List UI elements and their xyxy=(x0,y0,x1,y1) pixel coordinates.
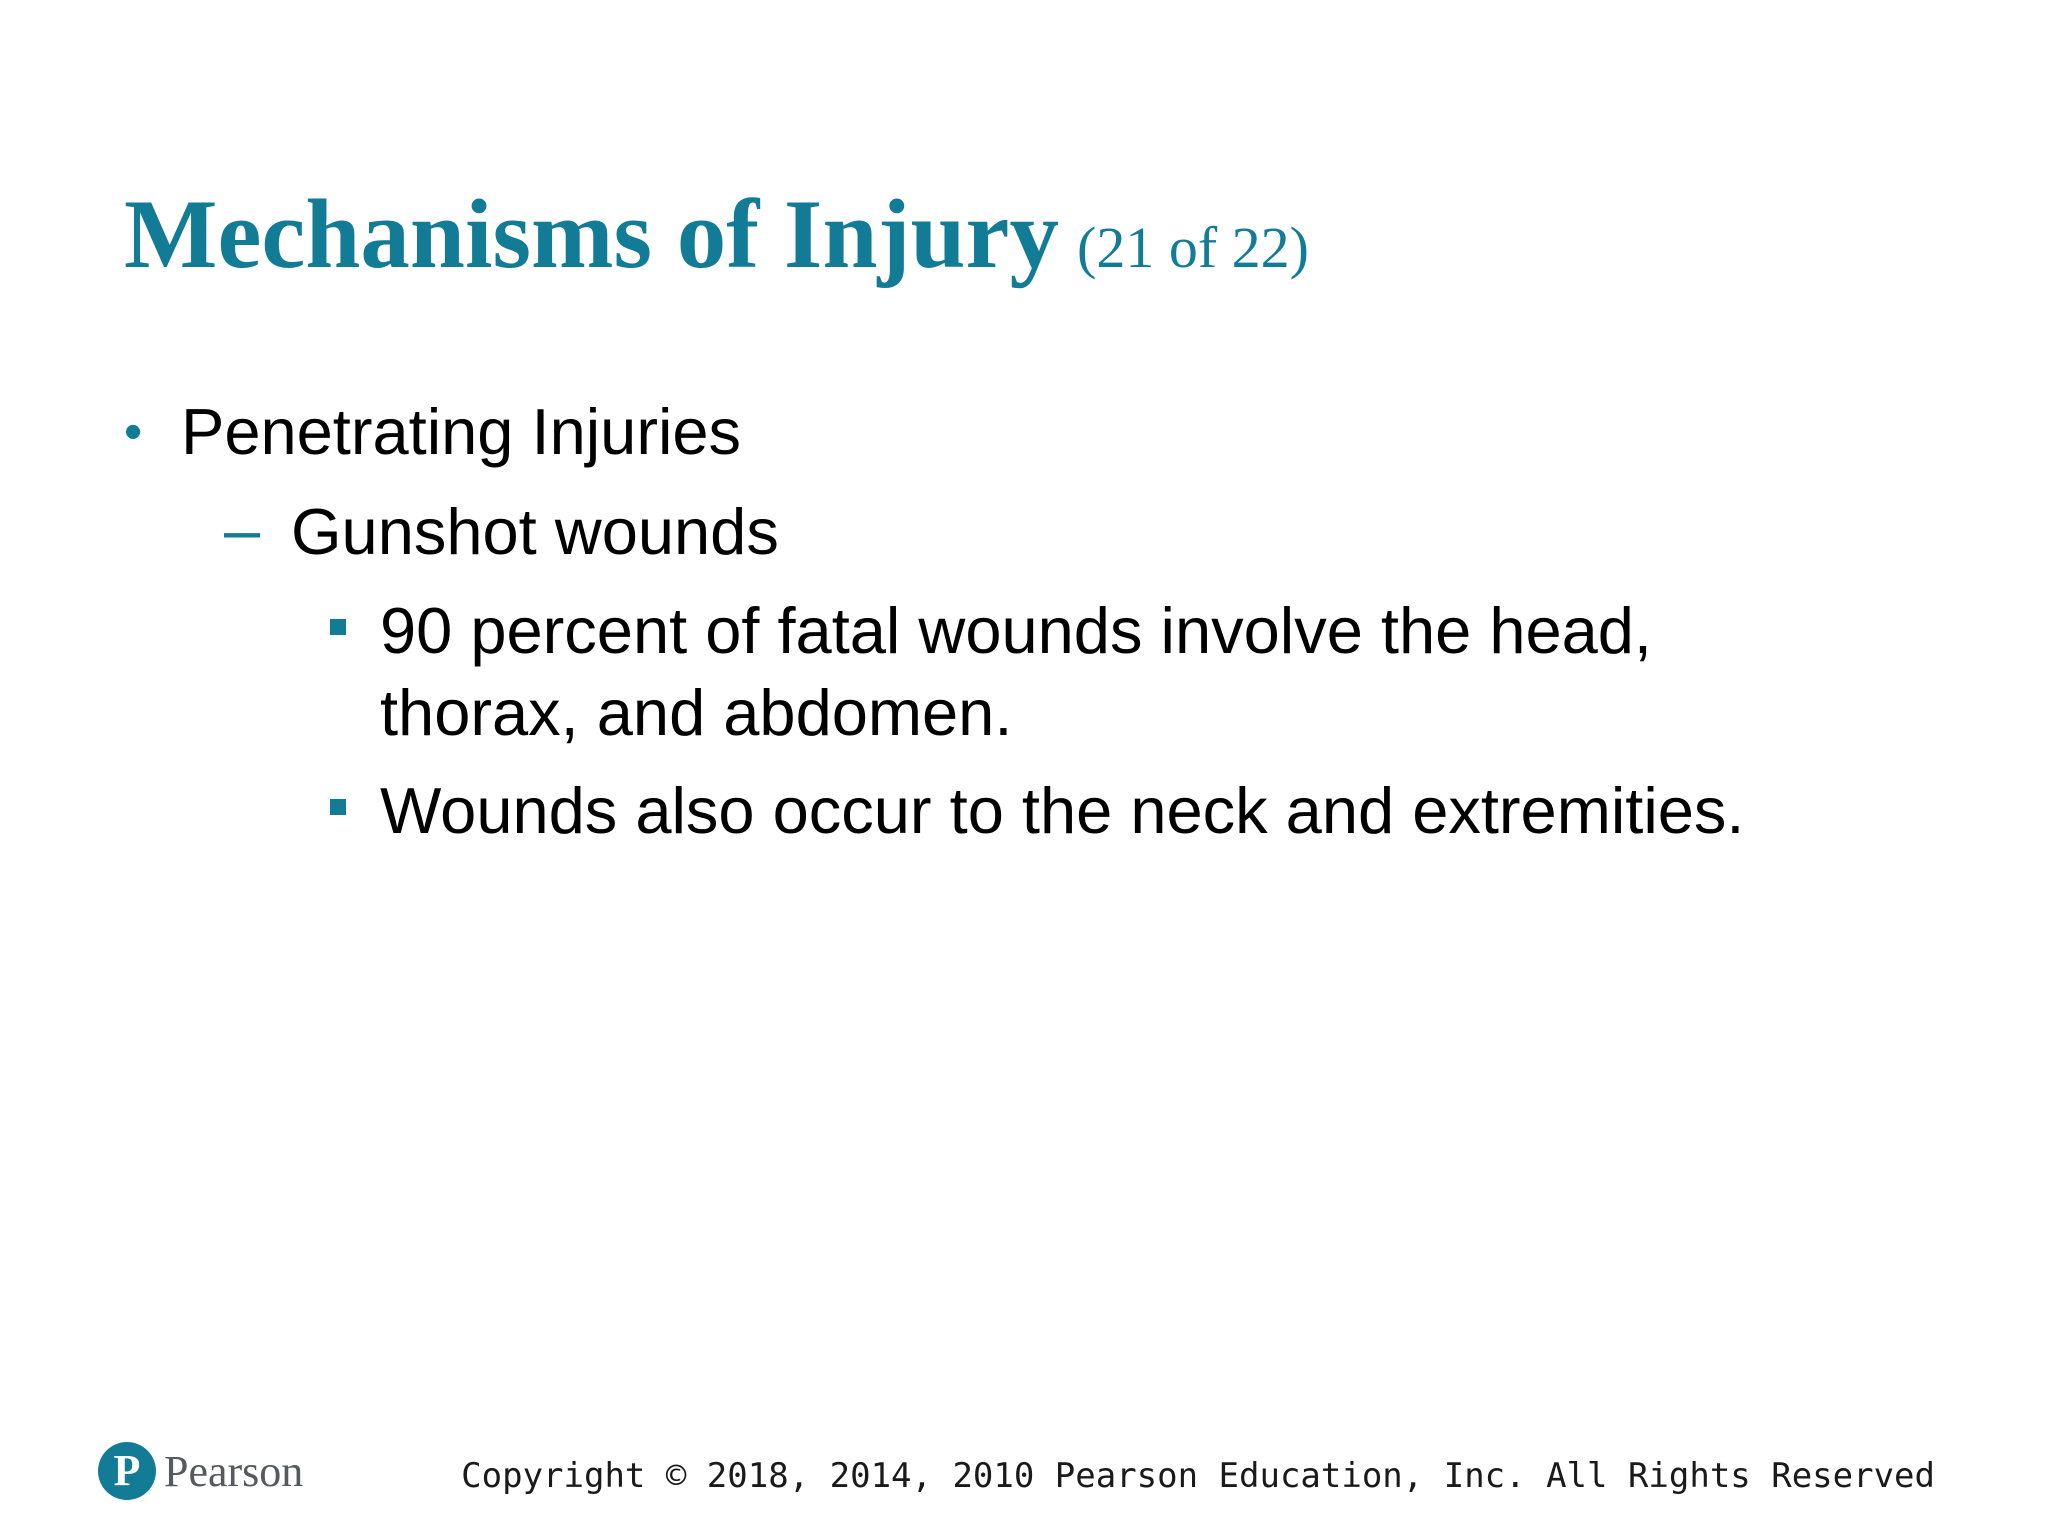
dash-bullet-icon: – xyxy=(224,493,261,566)
square-bullet-icon xyxy=(330,799,346,815)
copyright-notice: Copyright © 2018, 2014, 2010 Pearson Education, Inc. All Rights Reserved xyxy=(461,1456,1935,1496)
logo-letter: P xyxy=(113,1446,141,1495)
bullet-text: 90 percent of fatal wounds involve the head, thorax, and abdomen. xyxy=(380,594,1652,749)
bullet-level-3 xyxy=(330,770,1790,852)
square-bullet-icon xyxy=(330,619,346,635)
pearson-brand: Pearson xyxy=(164,1447,304,1496)
pearson-logo-icon xyxy=(98,1442,156,1500)
slide-title xyxy=(124,178,1309,291)
bullet-text: Penetrating Injuries xyxy=(181,395,742,468)
slide-title-main: Mechanisms of Injury xyxy=(124,180,1059,289)
bullet-text: Wounds also occur to the neck and extremities. xyxy=(380,774,1745,847)
bullet-dot-icon: • xyxy=(124,403,143,461)
bullet-level-3 xyxy=(330,590,1790,754)
bullet-text: Gunshot wounds xyxy=(291,495,779,568)
slide-counter: (21 of 22) xyxy=(1077,215,1309,280)
